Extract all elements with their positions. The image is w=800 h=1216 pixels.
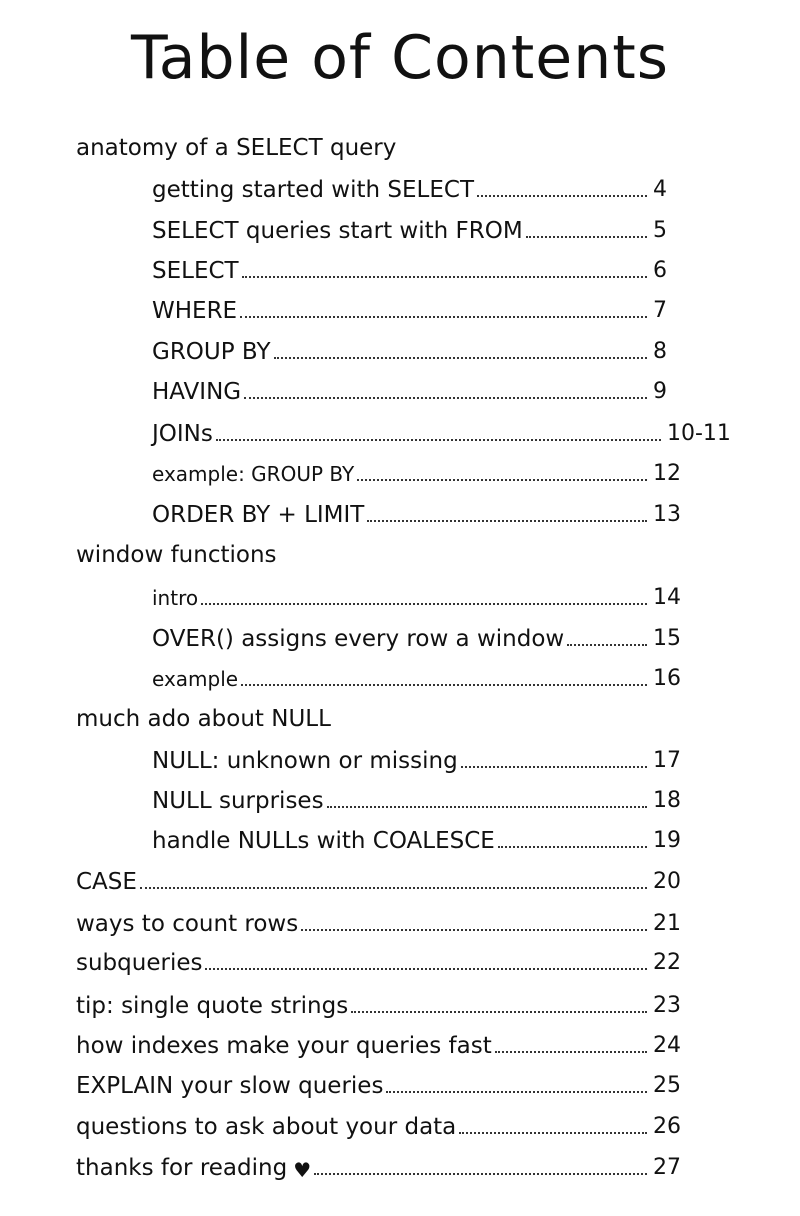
- toc-entry-label: EXPLAIN your slow queries: [76, 1073, 384, 1099]
- toc-entry-ways-to-count-rows[interactable]: [76, 906, 697, 938]
- toc-entry-page-number: 25: [653, 1073, 681, 1098]
- toc-entry-page-number: 27: [653, 1155, 681, 1180]
- toc-entry-page-number: 14: [653, 585, 681, 610]
- toc-entry-label: questions to ask about your data: [76, 1114, 457, 1140]
- toc-entry-label: HAVING: [152, 379, 242, 405]
- toc-entry-label: NULL surprises: [152, 788, 324, 814]
- toc-entry-page-number: 15: [653, 626, 681, 651]
- dot-leader: [567, 644, 647, 646]
- toc-entry-label: GROUP BY: [152, 339, 271, 365]
- dot-leader: [498, 846, 647, 848]
- toc-entry-having[interactable]: [152, 374, 697, 406]
- toc-entry-label: handle NULLs with COALESCE: [152, 828, 495, 854]
- dot-leader: [495, 1051, 647, 1053]
- toc-entry-how-indexes-make-queries-fast[interactable]: [76, 1028, 697, 1060]
- toc-entry-page-number: 17: [653, 748, 681, 773]
- toc-entry-page-number: 12: [653, 461, 681, 486]
- toc-entry-select-queries-start-with-from[interactable]: [152, 213, 697, 245]
- dot-leader: [242, 276, 647, 278]
- dot-leader: [201, 603, 647, 605]
- toc-entry-null-unknown-or-missing[interactable]: [152, 743, 697, 775]
- dot-leader: [241, 684, 647, 686]
- toc-entry-subqueries[interactable]: [76, 945, 697, 977]
- page-title: Table of Contents: [130, 23, 669, 93]
- toc-entry-questions-about-data[interactable]: [76, 1109, 697, 1141]
- toc-entry-label: CASE: [76, 869, 137, 895]
- toc-entry-label: how indexes make your queries fast: [76, 1033, 492, 1059]
- toc-entry-order-by-limit[interactable]: [152, 497, 697, 529]
- toc-entry-page-number: 21: [653, 911, 681, 936]
- dot-leader: [314, 1173, 647, 1175]
- toc-entry-window-example[interactable]: [152, 661, 697, 693]
- toc-entry-label: example: GROUP BY: [152, 462, 355, 486]
- section-heading-null: [76, 701, 676, 733]
- section-heading-select-anatomy: [76, 130, 676, 162]
- toc-entry-select[interactable]: [152, 253, 697, 285]
- section-heading-label: much ado about NULL: [76, 706, 331, 732]
- toc-entry-where[interactable]: [152, 293, 697, 325]
- dot-leader: [367, 520, 647, 522]
- toc-entry-label: intro: [152, 586, 199, 610]
- toc-entry-over-assigns-window[interactable]: [152, 621, 697, 653]
- toc-entry-example-group-by[interactable]: [152, 456, 697, 488]
- toc-entry-page-number: 26: [653, 1114, 681, 1139]
- dot-leader: [327, 806, 647, 808]
- toc-entry-getting-started-with-select[interactable]: [152, 172, 697, 204]
- dot-leader: [386, 1091, 647, 1093]
- dot-leader: [461, 766, 647, 768]
- toc-entry-label: tip: single quote strings: [76, 993, 349, 1019]
- section-heading-window-functions: [76, 537, 676, 569]
- toc-entry-page-number: 6: [653, 258, 667, 283]
- dot-leader: [244, 397, 647, 399]
- dot-leader: [301, 929, 647, 931]
- toc-entry-label: SELECT queries start with FROM: [152, 218, 523, 244]
- toc-entry-label: example: [152, 667, 239, 691]
- toc-entry-page-number: 22: [653, 950, 681, 975]
- toc-entry-label: OVER() assigns every row a window: [152, 626, 565, 652]
- dot-leader: [216, 439, 661, 441]
- dot-leader: [274, 357, 648, 359]
- toc-entry-label: getting started with SELECT: [152, 177, 474, 203]
- dot-leader: [477, 195, 647, 197]
- section-heading-label: anatomy of a SELECT query: [76, 135, 397, 161]
- section-heading-label: window functions: [76, 542, 277, 568]
- toc-entry-page-number: 16: [653, 666, 681, 691]
- heart-icon: ♥: [293, 1158, 312, 1182]
- toc-entry-label: ORDER BY + LIMIT: [152, 502, 365, 528]
- toc-entry-explain-slow-queries[interactable]: [76, 1068, 697, 1100]
- dot-leader: [459, 1132, 647, 1134]
- dot-leader: [140, 887, 647, 889]
- toc-entry-group-by[interactable]: [152, 334, 697, 366]
- toc-entry-page-number: 18: [653, 788, 681, 813]
- toc-entry-page-number: 19: [653, 828, 681, 853]
- toc-entry-page-number: 5: [653, 218, 667, 243]
- toc-entry-page-number: 24: [653, 1033, 681, 1058]
- dot-leader: [526, 236, 647, 238]
- dot-leader: [351, 1011, 647, 1013]
- dot-leader: [357, 479, 647, 481]
- toc-entry-null-surprises[interactable]: [152, 783, 697, 815]
- toc-entry-page-number: 20: [653, 869, 681, 894]
- toc-entry-label: NULL: unknown or missing: [152, 748, 458, 774]
- toc-entry-label: WHERE: [152, 298, 238, 324]
- toc-entry-label: JOINs: [152, 421, 213, 447]
- toc-entry-label: SELECT: [152, 258, 239, 284]
- toc-entry-case[interactable]: [76, 864, 697, 896]
- toc-entry-page-number: 13: [653, 502, 681, 527]
- toc-entry-page-number: 8: [653, 339, 667, 364]
- toc-entry-page-number: 4: [653, 177, 667, 202]
- toc-entry-page-number: 10-11: [667, 421, 731, 446]
- toc-entry-single-quote-strings[interactable]: [76, 988, 697, 1020]
- toc-entry-page-number: 7: [653, 298, 667, 323]
- toc-entry-thanks-for-reading[interactable]: [76, 1150, 697, 1182]
- toc-entry-label: subqueries: [76, 950, 203, 976]
- toc-entry-label: ways to count rows: [76, 911, 299, 937]
- dot-leader: [205, 968, 647, 970]
- toc-entry-intro[interactable]: [152, 580, 697, 612]
- toc-entry-handle-nulls-with-coalesce[interactable]: [152, 823, 697, 855]
- toc-entry-label: thanks for reading: [76, 1155, 288, 1181]
- toc-entry-page-number: 9: [653, 379, 667, 404]
- toc-entry-joins[interactable]: [152, 416, 731, 448]
- dot-leader: [240, 316, 647, 318]
- toc-entry-page-number: 23: [653, 993, 681, 1018]
